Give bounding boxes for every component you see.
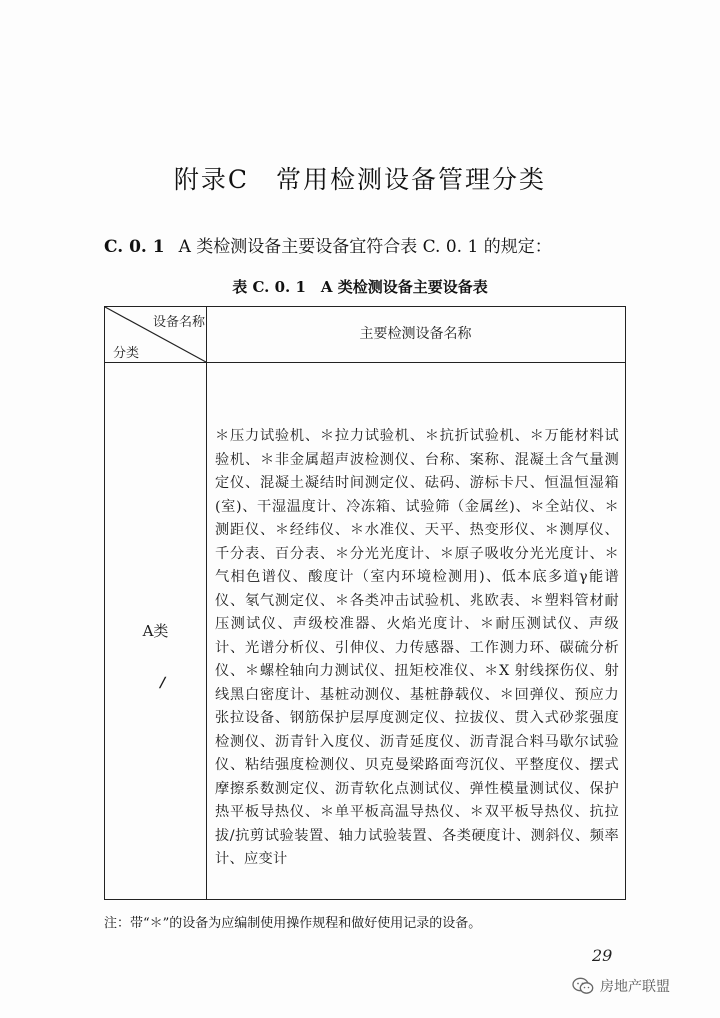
equipment-table [104, 306, 626, 900]
header-main-label: 主要检测设备名称 [359, 326, 472, 342]
clause-number: C. 0. 1 [104, 237, 165, 257]
header-column-label: 设备名称 [153, 315, 206, 330]
clause-paragraph [104, 232, 552, 257]
clause-text: A 类检测设备主要设备宜符合表 C. 0. 1 的规定： [178, 237, 552, 257]
column-divider [206, 307, 207, 899]
appendix-title: 附录C 常用检测设备管理分类 [173, 165, 547, 194]
category-cell: A类 [142, 622, 169, 640]
watermark [572, 976, 670, 996]
table-caption: 表 C. 0. 1 A 类检测设备主要设备表 [232, 278, 488, 296]
watermark-text: 房地产联盟 [600, 979, 670, 995]
table-note: 注：带“＊”的设备为应编制使用操作规程和做好使用记录的设备。 [104, 916, 482, 931]
header-row-label: 分类 [113, 346, 140, 361]
equipment-list-cell: ＊压力试验机、＊拉力试验机、＊抗折试验机、＊万能材料试验机、＊非金属超声波检测仪、台称、案称、混凝土含气量测定仪、混凝土凝结时间测定仪、砝码、游标卡尺、恒温恒湿箱(室)、干湿温度计、冷冻箱、试验筛（金属丝)、＊全站仪、＊测距仪、＊经纬仪、＊水准仪、天平、热变形仪、＊测厚仪、千分表、百分表、＊分光光度计、＊原子吸收分光光度计、＊气相色谱仪、酸度计（室内环境检测用)、低本底多道γ能谱仪、氡气测定仪、＊各类冲击试验机、兆欧表、＊塑料管材耐压测试仪、声级校准器、火焰光度计、＊耐压测试仪、声级计、光谱分析仪、引伸仪、力传感器、工作测力环、碳硫分析仪、＊螺栓轴向力测试仪、扭矩校准仪、＊X 射线探伤仪、射线黑白密度计、基桩动测仪、基桩静载仪、＊回弹仪、预应力张拉设备、钢筋保护层厚度测定仪、拉拔仪、贯入式砂浆强度检测仪、沥青针入度仪、沥青延度仪、沥青混合料马歇尔试验仪、粘结强度检测仪、贝克曼梁路面弯沉仪、平整度仪、摆式摩擦系数测定仪、沥青软化点测试仪、弹性模量测试仪、保护热平板导热仪、＊单平板高温导热仪、＊双平板导热仪、抗拉拔/抗剪试验装置、轴力试验装置、各类硬度计、测斜仪、频率计、应变计 [215, 428, 619, 867]
stray-pen-mark: / [158, 675, 167, 691]
wechat-icon [572, 977, 594, 995]
page-number: 29 [592, 946, 613, 965]
